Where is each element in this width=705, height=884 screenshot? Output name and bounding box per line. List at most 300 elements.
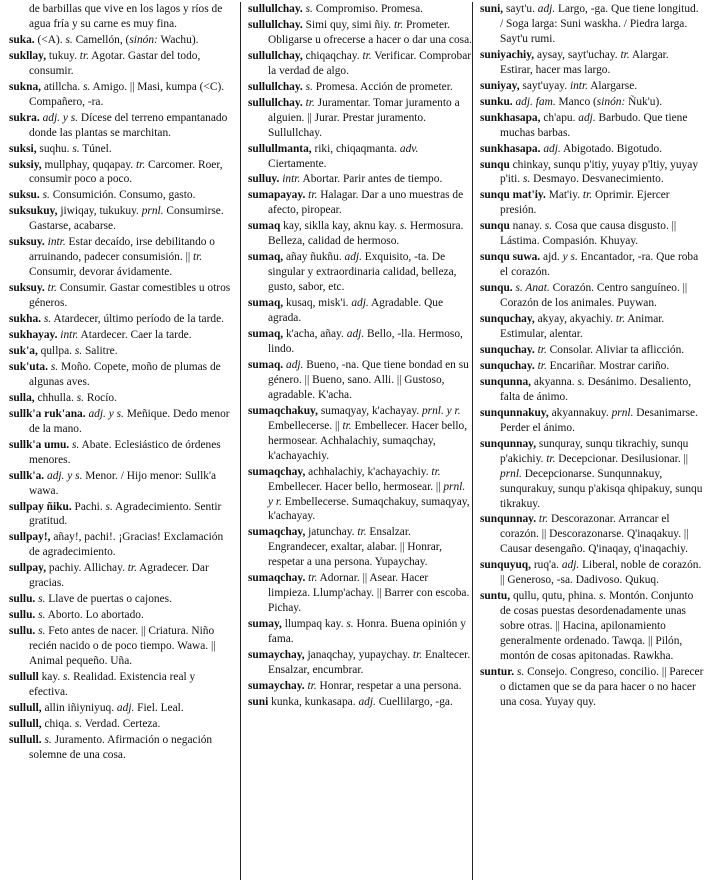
dictionary-entry [9,235,233,280]
dictionary-entry [9,188,233,203]
entry-headword: suk'uta. [9,360,48,373]
entry-headword: sullu. [9,625,36,638]
entry-grammar-label: s. [544,220,553,233]
entry-grammar-label: s. [63,670,71,683]
entry-grammar-label: tr. [307,679,317,692]
entry-text: Estar decaído, irse debilitando o arruinando, padecer consumisión. || [29,236,215,264]
entry-headword: suni, [480,3,504,15]
entry-headword: sullu. [9,609,36,622]
entry-grammar-label: s. [305,80,313,93]
entry-headword: sullull [9,670,39,683]
entry-text: Hermosura. Belleza, calidad de hermoso. [268,220,464,248]
entry-headword: sukra. [9,111,40,124]
entry-text: Salitre. [82,344,118,357]
dictionary-entry [9,391,233,406]
entry-text: Embellecerse. || [268,419,343,432]
entry-text: chhulla. [34,391,77,404]
entry-grammar-label: adj. [358,695,376,708]
entry-headword: sulla, [9,391,35,404]
dictionary-entry [9,328,233,343]
entry-headword: sunkhasapa. [480,142,541,155]
entry-headword: sullullchay. [248,3,303,15]
entry-grammar-label: tr. [362,49,372,62]
entry-grammar-label: s. [42,189,50,202]
entry-text: Desmayo. Desvanecimiento. [530,173,664,186]
entry-text: Rocío. [84,391,117,404]
entry-text: Consumirse. Gastarse, acabarse. [29,205,224,233]
entry-headword: sumaychay, [248,649,305,662]
entry-text: ch'apu. [540,111,579,124]
entry-grammar-label: y s. [562,251,578,264]
entry-headword: sumaq. [248,358,284,371]
entry-text: Consolar. Aliviar ta aflicción. [546,343,685,356]
entry-grammar-label: adj. [578,111,596,124]
entry-text: Consejo. Congreso, concilio. || Parecer o dictamen que se da para hacer o no hacer una cosa. Yuyay quy. [500,665,704,708]
entry-text: Alargar. Estirar, hacer mas largo. [500,48,669,76]
dictionary-entry [9,561,233,591]
dictionary-column-1 [9,2,233,764]
dictionary-entry [9,281,233,311]
entry-headword: sunku. [480,95,513,108]
entry-text: sumaqyay, k'achayay. [317,404,422,417]
entry-headword: suksiy, [9,158,42,171]
entry-text: akyannakuy. [548,406,612,419]
entry-text: Moño. Copete, moño de plumas de algunas aves. [29,360,221,388]
entry-grammar-label: sinón: [596,95,626,108]
dictionary-entry [9,204,233,234]
entry-grammar-label: s. [38,625,46,638]
entry-headword: sullpay ñiku. [9,500,72,513]
entry-grammar-label: prnl. y r. [421,404,461,417]
entry-text: kusaq, misk'i. [283,297,352,310]
dictionary-entry [248,327,472,357]
entry-text: aysay, sayt'uchay. [534,48,621,61]
dictionary-entry [9,2,233,32]
entry-text: Verificar. Comprobar la verdad de algo. [268,49,472,77]
entry-grammar-label: tr. [305,96,315,109]
entry-headword: sumaq, [248,328,284,341]
entry-text: Llave de puertas o cajones. [45,593,172,606]
column-divider [472,2,473,880]
entry-text: Menor. / Hijo menor: Sullk'a wawa. [29,469,217,497]
entry-text: Agotar. Gastar del todo, consumir. [29,49,201,77]
entry-text: Barbudo. Que tiene muchas barbas. [500,111,688,139]
entry-text: Agradecimiento. Sentir gratitud. [29,500,222,528]
entry-grammar-label: tr. [136,158,146,171]
entry-headword: sullpay!, [9,531,51,544]
entry-text: Aborto. Lo abortado. [45,609,144,622]
entry-headword: suniyay, [480,79,520,92]
dictionary-entry [9,733,233,763]
dictionary-entry [248,404,472,464]
entry-grammar-label: s. [74,717,83,730]
dictionary-entry [480,312,704,342]
dictionary-entry [248,695,472,710]
dictionary-entry [248,571,472,616]
entry-grammar-label: adj. [346,328,365,341]
entry-text: kay. [38,670,64,683]
dictionary-entry [248,49,472,79]
dictionary-entry [248,358,472,403]
entry-grammar-label: s. [65,33,73,46]
entry-text: chiqa. [41,717,75,730]
entry-text: mullphay, quqapay. [41,158,136,171]
entry-text: Consumición. Consumo, gasto. [49,189,196,202]
dictionary-entry [480,79,704,94]
entry-grammar-label: adj. y s. [42,111,78,124]
entry-text: de barbillas que vive en los lagos y ríos de agua fría y su carne es muy fina. [29,3,223,30]
entry-text: jiwiqay, tukukuy. [57,205,142,218]
entry-grammar-label: s. [399,220,408,233]
dictionary-entry [248,465,472,525]
entry-headword: sukllay, [9,49,47,62]
entry-grammar-label: prnl. [611,406,634,419]
entry-headword: sullull, [9,701,42,714]
entry-headword: sunqunna, [480,375,531,388]
entry-grammar-label: adv. [399,142,419,155]
entry-grammar-label: s. [83,80,91,93]
dictionary-entry [9,592,233,607]
entry-headword: suka. [9,33,35,46]
dictionary-entry [480,281,704,311]
dictionary-entry [9,717,233,732]
dictionary-entry [248,172,472,187]
entry-grammar-label: adj. [344,251,362,264]
entry-text: Liberal, noble de corazón. || Generoso, -sa. Dadivoso. Qukuq. [500,559,702,587]
dictionary-entry [480,406,704,436]
entry-grammar-label: s. Anat. [515,282,550,295]
entry-text: Atardecer, último período de la tarde. [51,313,224,326]
dictionary-entry [480,2,704,47]
entry-headword: sumaychay. [248,679,305,692]
dictionary-entry [248,648,472,678]
entry-headword: sunquchay. [480,359,535,372]
dictionary-entry [480,343,704,358]
entry-headword: sunqu mat'iy. [480,189,546,202]
entry-text: Camellón, ( [72,33,130,46]
entry-grammar-label: s. [74,344,83,357]
entry-text: allin iñiyniyuq. [41,701,117,714]
entry-text: Descorazonar. Arrancar el corazón. || Descorazonarse. Q'inaqakuy. || Causar desengaño. Q'inaqay, q'inaqachiy. [500,513,689,556]
entry-grammar-label: s. [346,618,354,631]
entry-text: añay ñukñu. [283,251,345,264]
entry-grammar-label: adj. y s. [88,407,124,420]
entry-headword: sumaqchay, [248,526,306,539]
entry-text: Decepcionarse. Sunqunnakuy, sunqurakuy, sunqu p'akisqa qhipakuy, sunqu tikrakuy. [500,467,703,510]
dictionary-entry [9,360,233,390]
entry-headword: sulluy. [248,173,280,186]
entry-text: Ñuk'u). [625,95,663,108]
entry-text: sayt'uyay. [519,79,570,92]
entry-grammar-label: s. [43,313,52,326]
entry-grammar-label: tr. [308,189,318,202]
entry-text: Decepcionar. Desilusionar. || [555,452,689,465]
dictionary-entry [9,158,233,188]
dictionary-entry [480,437,704,512]
dictionary-entry [9,312,233,327]
entry-text: Embellecer. Hacer bello, hermosear. || [268,480,444,493]
entry-text: sayt'u. [503,3,538,15]
entry-grammar-label: prnl. [500,467,522,480]
entry-grammar-label: intr. [282,173,301,186]
entry-headword: sunkhasapa, [480,111,541,124]
entry-text: Juramentar. Tomar juramento a alguien. || Jurar. Prestar juramento. Sullullchay. [268,96,460,139]
dictionary-entry [248,142,472,172]
entry-text: nanay. [509,220,545,233]
entry-text: Ciertamente. [268,157,327,170]
dictionary-entry [9,608,233,623]
entry-text: Feto antes de nacer. || Criatura. Niño recién nacido o de poco tiempo. Wawa. || Animal pequeño. Uña. [29,625,216,668]
entry-text: Montón. Conjunto de cosas puestas desordenadamente unas sobre otras. || Hacina, apilonamiento generalmente ordenado. Tawqa. || Pilón, montón de cosas apitonadas. Rawkha. [500,590,694,663]
entry-headword: sumay, [248,618,282,631]
entry-headword: sullullchay, [248,49,303,62]
entry-grammar-label: tr. [582,189,593,202]
entry-text: Prometer. Obligarse u ofrecerse a hacer o dar una cosa. [268,18,472,46]
entry-headword: suksi, [9,142,37,155]
entry-grammar-label: s. [599,590,607,603]
entry-grammar-label: adj. [561,559,580,572]
entry-text: Wachu). [157,33,199,46]
entry-grammar-label: s. [305,3,313,15]
dictionary-entry [480,589,704,664]
entry-text: Promesa. Acción de prometer. [312,80,453,93]
entry-grammar-label: tr. [537,343,547,356]
entry-text: qullpa. [37,344,75,357]
entry-grammar-label: sinón: [129,33,158,46]
entry-text: Exquisito, -ta. De singular y extraordinaria calidad, belleza, gusto, sabor, etc. [268,251,457,294]
entry-text: kunka, kunkasapa. [268,695,359,708]
entry-text: suqhu. [36,142,73,155]
dictionary-entry [480,558,704,588]
entry-grammar-label: adj. fam. [515,95,556,108]
entry-text: kay, siklla kay, aknu kay. [280,220,400,233]
entry-text: Enaltecer. Ensalzar, encumbrar. [268,649,471,676]
dictionary-entry [480,375,704,405]
entry-text: Agradable. Que agrada. [268,297,444,325]
dictionary-entry [9,624,233,669]
entry-grammar-label: tr. [192,251,203,264]
entry-grammar-label: s. [38,609,46,622]
entry-text: Encantador, -ra. Que roba el corazón. [500,251,699,279]
entry-text: janaqchay, yupaychay. [304,649,413,662]
entry-text: chinkay, sunqu p'itiy, yuyay p'ltiy, yuyay p'iti. [500,158,699,186]
dictionary-entry [480,665,704,710]
entry-text: Bueno, -na. Que tiene bondad en su género. || Bueno, sano. Alli. || Gustoso, agradable. K'acha. [268,358,469,401]
entry-grammar-label: s. [50,360,59,373]
entry-text: Compromiso. Promesa. [312,3,424,15]
entry-text: ruq'a. [531,559,562,572]
dictionary-entry [9,33,233,48]
dictionary-entry [9,111,233,141]
entry-headword: sullullmanta, [248,142,312,155]
entry-text: (<A). [34,33,66,46]
entry-headword: sullu. [9,593,36,606]
entry-text: jatunchay. [305,526,358,539]
entry-grammar-label: tr. [546,452,556,465]
entry-grammar-label: tr. [615,313,626,326]
dictionary-entry [480,158,704,188]
entry-grammar-label: intr. [569,79,588,92]
entry-headword: sumaqchay. [248,572,306,585]
dictionary-entry [248,96,472,141]
entry-text: Corazón. Centro sanguíneo. || Corazón de los animales. Puywan. [500,282,688,310]
dictionary-entry [480,219,704,249]
entry-headword: sukhayay. [9,329,58,342]
entry-text: Pachi. [71,500,106,513]
dictionary-entry [248,617,472,647]
entry-text: Oprimir. Ejercer presión. [500,189,670,217]
entry-text: akyay, akyachiy. [534,313,616,326]
dictionary-entry [480,188,704,218]
entry-headword: suntur. [480,665,515,678]
entry-grammar-label: tr. [127,562,137,575]
dictionary-entry [480,111,704,141]
dictionary-entry [248,250,472,295]
entry-text: Cuellilargo, -ga. [375,695,453,708]
entry-grammar-label: tr. [357,526,367,539]
entry-headword: sunqunnay. [480,513,537,526]
entry-grammar-label: s. [76,391,84,404]
dictionary-entry [248,525,472,570]
entry-grammar-label: tr. [308,572,318,585]
entry-headword: sunqu [480,158,510,171]
dictionary-entry [480,95,704,110]
entry-text: Agradecer. Dar gracias. [29,562,209,590]
dictionary-entry [9,407,233,437]
entry-grammar-label: prnl. y r. [268,480,466,508]
entry-headword: sunqunnakuy, [480,406,549,419]
entry-headword: suksuy. [9,282,45,295]
entry-headword: suksuy. [9,236,45,249]
entry-grammar-label: tr. [394,18,404,31]
entry-text: Cosa que causa disgusto. || Lástima. Compasión. Khuyay. [500,220,677,248]
entry-headword: sullullchay. [248,96,303,109]
entry-grammar-label: intr. [60,329,79,342]
dictionary-entry [480,359,704,374]
entry-headword: sumaqchakuy, [248,404,318,417]
entry-text: Embellecer. Hacer bello, hermosear. Achhalachiy, sumaqchay, k'achayachiy. [268,419,468,462]
entry-text: Mat'iy. [545,189,583,202]
entry-grammar-label: adj. [543,142,561,155]
dictionary-entry [248,18,472,48]
entry-headword: sullk'a umu. [9,438,70,451]
entry-grammar-label: adj. [537,3,556,15]
dictionary-entry [480,48,704,78]
entry-text: llumpaq kay. [281,618,347,631]
entry-text: Honrar, respetar a una persona. [316,679,462,692]
dictionary-entry [9,438,233,468]
entry-grammar-label: s. [105,500,113,513]
dictionary-entry [9,469,233,499]
dictionary-entry [248,80,472,95]
entry-text: Manco ( [555,95,597,108]
entry-headword: suniyachiy, [480,48,535,61]
entry-headword: sullullchay. [248,80,303,93]
entry-text: añay!, pachi!. ¡Gracias! Exclamación de agradecimiento. [29,531,224,559]
entry-text: Atardecer. Caer la tarde. [78,329,192,342]
entry-text: Simi quy, simi ñiy. [302,18,395,31]
entry-text: Realidad. Existencia real y efectiva. [29,670,196,698]
entry-headword: sullpay, [9,562,47,575]
entry-headword: sunquchay. [480,343,535,356]
entry-grammar-label: s. [577,375,585,388]
entry-text: achhalachiy, k'achayachiy. [305,465,432,478]
entry-text: ajd. [540,251,563,264]
entry-grammar-label: tr. [342,419,352,432]
entry-headword: sullk'a. [9,469,45,482]
entry-text: Abate. Eclesiástico de órdenes menores. [29,438,221,466]
entry-headword: suntu, [480,590,511,603]
entry-text: Consumir. Gastar comestibles u otros géneros. [29,282,231,310]
dictionary-entry [248,296,472,326]
entry-headword: sumaq, [248,297,284,310]
entry-headword: sunquchay, [480,313,535,326]
entry-text: Honra. Buena opinión y fama. [268,618,466,646]
entry-grammar-label: tr. [538,513,549,526]
entry-text: Juramento. Afirmación o negación solemne de una cosa. [29,733,213,761]
entry-grammar-label: intr. [47,236,66,249]
entry-text: Animar. Estimular, alentar. [500,313,665,341]
entry-headword: sullull. [9,733,42,746]
entry-text: tukuy. [46,49,80,62]
entry-headword: sumaq, [248,251,284,264]
entry-grammar-label: tr. [620,48,630,61]
entry-text: qullu, qutu, phina. [510,590,599,603]
entry-text: Abigotado. Bigotudo. [560,142,663,155]
dictionary-column-2 [248,2,472,711]
entry-headword: sukha. [9,313,41,326]
entry-headword: sunqunnay, [480,437,537,450]
entry-grammar-label: tr. [431,465,441,478]
entry-grammar-label: adj. [286,358,304,371]
entry-grammar-label: s. [72,438,80,451]
entry-text: k'acha, añay. [283,328,347,341]
entry-text: Meñique. Dedo menor de la mano. [29,407,230,435]
entry-headword: suksukuy, [9,205,58,218]
entry-text: Ensalzar. Engrandecer, exaltar, alabar. || Honrar, respetar a una persona. Yupaychay. [268,526,442,569]
dictionary-entry [248,219,472,249]
entry-grammar-label: prnl. [141,205,164,218]
dictionary-entry [480,512,704,557]
dictionary-entry [9,670,233,700]
column-divider [240,2,241,880]
dictionary-entry [248,188,472,218]
entry-text: akyanna. [531,375,578,388]
entry-grammar-label: tr. [537,359,547,372]
entry-text: Fiel. Leal. [134,701,184,714]
entry-text: chiqaqchay. [302,49,363,62]
entry-grammar-label: adj. [116,701,135,714]
dictionary-entry [9,80,233,110]
entry-grammar-label: s. [44,733,52,746]
entry-text: Alargarse. [587,79,638,92]
entry-grammar-label: s. [522,173,531,186]
dictionary-column-3 [480,2,704,711]
entry-text: Verdad. Certeza. [82,717,161,730]
entry-text: atillcha. [40,80,84,93]
entry-text: Carcomer. Roer, consumir poco a poco. [29,158,223,186]
dictionary-entry [480,142,704,157]
entry-text: Desánimo. Desaliento, falta de ánimo. [500,375,692,403]
entry-text: Embellecerse. Sumaqchakuy, sumaqyay, k'achayay. [268,495,470,523]
entry-text: Abortar. Parir antes de tiempo. [300,173,443,186]
entry-grammar-label: tr. [79,49,89,62]
dictionary-entry [248,2,472,17]
dictionary-entry [9,500,233,530]
entry-text: Adornar. || Asear. Hacer limpieza. Llump'achay. || Barrer con escoba. Pichay. [268,572,470,615]
entry-text: pachiy. Allichay. [46,562,128,575]
entry-headword: sukna, [9,80,41,93]
